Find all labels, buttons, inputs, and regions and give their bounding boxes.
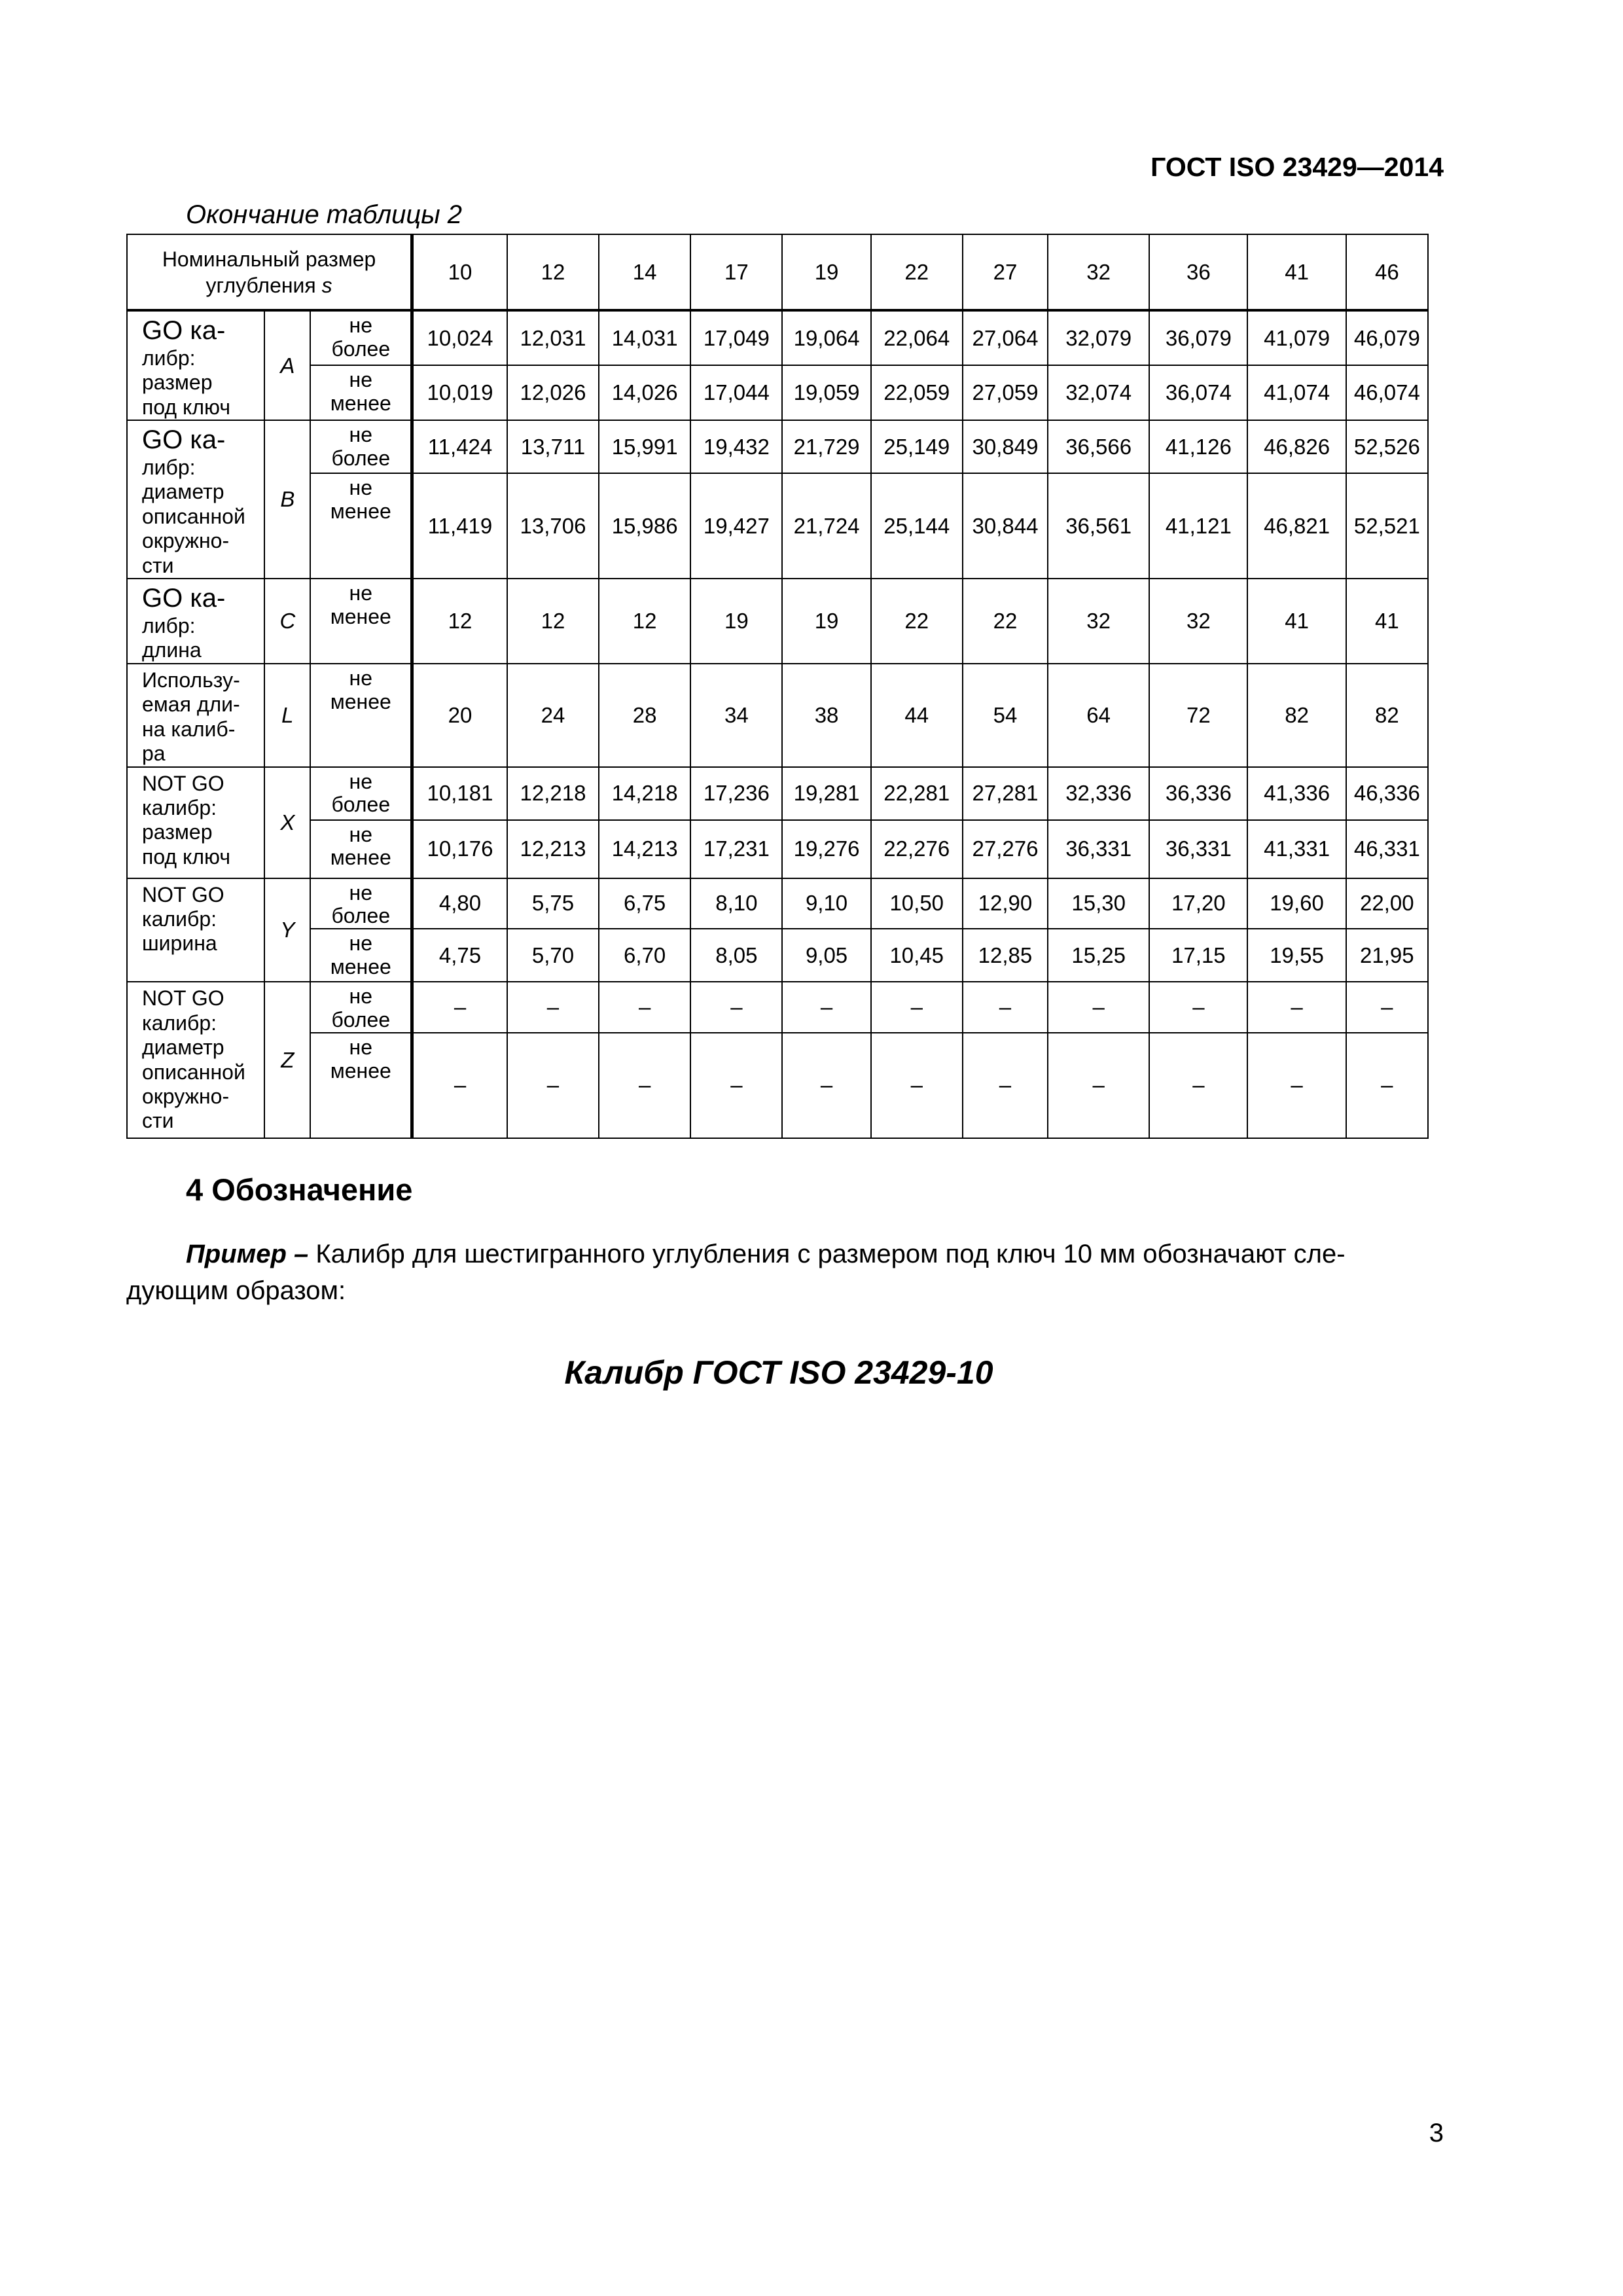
table-header-row — [127, 234, 1428, 310]
limit-cell: не более — [310, 982, 412, 1033]
column-header-cell: 22 — [871, 234, 963, 310]
value-cell: 24 — [507, 664, 599, 767]
table-row — [127, 767, 1428, 820]
value-cell: 41,336 — [1247, 767, 1346, 820]
value-cell: – — [1149, 1033, 1247, 1138]
value-cell: 36,331 — [1149, 820, 1247, 878]
row-label-line: под ключ — [142, 844, 230, 869]
row-label-line: GO ка- — [142, 584, 226, 613]
value-cell: – — [1247, 982, 1346, 1033]
value-cell: 19 — [690, 579, 782, 664]
value-cell: 46,074 — [1346, 365, 1428, 420]
value-cell: 27,276 — [963, 820, 1048, 878]
column-header-cell: 27 — [963, 234, 1048, 310]
value-cell: – — [871, 1033, 963, 1138]
value-cell: 32,079 — [1048, 310, 1149, 365]
row-label-line: размер — [142, 370, 213, 395]
value-cell: 12,90 — [963, 878, 1048, 929]
value-cell: 36,561 — [1048, 473, 1149, 579]
value-cell: 41,331 — [1247, 820, 1346, 878]
value-cell: 27,059 — [963, 365, 1048, 420]
value-cell: 22,00 — [1346, 878, 1428, 929]
table-row — [127, 473, 1428, 579]
value-cell: 46,826 — [1247, 420, 1346, 473]
symbol-cell: X — [264, 767, 310, 878]
value-cell: 44 — [871, 664, 963, 767]
value-cell: 36,331 — [1048, 820, 1149, 878]
example-paragraph — [126, 1236, 1429, 1309]
value-cell: 19,60 — [1247, 878, 1346, 929]
symbol-cell: Y — [264, 878, 310, 982]
value-cell: 19 — [782, 579, 870, 664]
row-label-cell — [127, 982, 264, 1138]
dimensions-table — [126, 234, 1429, 1139]
value-cell: 82 — [1346, 664, 1428, 767]
value-cell: – — [1247, 1033, 1346, 1138]
row-label-cell — [127, 310, 264, 420]
value-cell: 8,10 — [690, 878, 782, 929]
value-cell: 17,20 — [1149, 878, 1247, 929]
value-cell: 54 — [963, 664, 1048, 767]
value-cell: 12 — [599, 579, 690, 664]
value-cell: 19,059 — [782, 365, 870, 420]
column-header-cell: 12 — [507, 234, 599, 310]
value-cell: 19,55 — [1247, 929, 1346, 982]
row-label-line: на калиб- — [142, 717, 236, 741]
value-cell: 4,80 — [412, 878, 507, 929]
value-cell: 14,026 — [599, 365, 690, 420]
value-cell: – — [871, 982, 963, 1033]
header-label-line2: углубления — [205, 273, 316, 297]
value-cell: 15,25 — [1048, 929, 1149, 982]
row-label-line: ра — [142, 742, 166, 766]
value-cell: 10,019 — [412, 365, 507, 420]
value-cell: 21,95 — [1346, 929, 1428, 982]
value-cell: – — [782, 982, 870, 1033]
value-cell: 10,176 — [412, 820, 507, 878]
symbol-cell: B — [264, 420, 310, 579]
row-label-line: Использу- — [142, 668, 240, 692]
value-cell: – — [599, 1033, 690, 1138]
value-cell: 28 — [599, 664, 690, 767]
column-header-cell: 14 — [599, 234, 690, 310]
column-header-cell: 32 — [1048, 234, 1149, 310]
table-row — [127, 929, 1428, 982]
limit-cell: не более — [310, 767, 412, 820]
value-cell: 10,50 — [871, 878, 963, 929]
limit-cell: не менее — [310, 473, 412, 579]
value-cell: 12,213 — [507, 820, 599, 878]
value-cell: 12 — [507, 579, 599, 664]
value-cell: 46,336 — [1346, 767, 1428, 820]
value-cell: – — [507, 1033, 599, 1138]
value-cell: 6,70 — [599, 929, 690, 982]
value-cell: 32,074 — [1048, 365, 1149, 420]
row-label-line: описанной — [142, 504, 245, 528]
value-cell: 22,059 — [871, 365, 963, 420]
value-cell: 12,026 — [507, 365, 599, 420]
limit-cell: не более — [310, 878, 412, 929]
symbol-cell: A — [264, 310, 310, 420]
value-cell: 27,281 — [963, 767, 1048, 820]
header-label-line1: Номинальный размер — [162, 247, 376, 271]
value-cell: – — [412, 1033, 507, 1138]
value-cell: 46,821 — [1247, 473, 1346, 579]
header-label-cell — [127, 234, 412, 310]
value-cell: 15,30 — [1048, 878, 1149, 929]
value-cell: 22,281 — [871, 767, 963, 820]
value-cell: 17,049 — [690, 310, 782, 365]
limit-cell: не менее — [310, 365, 412, 420]
symbol-cell: Z — [264, 982, 310, 1138]
row-label-line: GO ка- — [142, 316, 226, 345]
value-cell: 25,144 — [871, 473, 963, 579]
value-cell: 17,044 — [690, 365, 782, 420]
value-cell: 34 — [690, 664, 782, 767]
value-cell: 10,45 — [871, 929, 963, 982]
row-label-line: диаметр — [142, 480, 224, 504]
value-cell: – — [1048, 982, 1149, 1033]
page-number: 3 — [1429, 2119, 1444, 2147]
value-cell: 11,419 — [412, 473, 507, 579]
row-label-line: NOT GO — [142, 986, 224, 1011]
value-cell: 22,064 — [871, 310, 963, 365]
row-label-line: окружно- — [142, 1084, 230, 1108]
column-header-cell: 10 — [412, 234, 507, 310]
example-lead: Пример – — [186, 1240, 309, 1268]
value-cell: 52,526 — [1346, 420, 1428, 473]
row-label-line: NOT GO — [142, 882, 224, 906]
value-cell: – — [782, 1033, 870, 1138]
row-label-line: окружно- — [142, 529, 230, 553]
limit-cell: не менее — [310, 1033, 412, 1138]
value-cell: – — [599, 982, 690, 1033]
value-cell: 19,281 — [782, 767, 870, 820]
value-cell: 21,724 — [782, 473, 870, 579]
value-cell: 32 — [1048, 579, 1149, 664]
value-cell: 13,711 — [507, 420, 599, 473]
row-label-line: сти — [142, 553, 174, 577]
value-cell: 36,074 — [1149, 365, 1247, 420]
value-cell: 36,079 — [1149, 310, 1247, 365]
row-label-line: GO ка- — [142, 425, 226, 455]
value-cell: 17,231 — [690, 820, 782, 878]
limit-cell: не более — [310, 310, 412, 365]
value-cell: 19,432 — [690, 420, 782, 473]
row-label-line: описанной — [142, 1060, 245, 1084]
table-row — [127, 982, 1428, 1033]
row-label-line: NOT GO — [142, 771, 224, 795]
section-heading: 4 Обозначение — [186, 1172, 413, 1207]
value-cell: 9,05 — [782, 929, 870, 982]
row-label-line: емая дли- — [142, 692, 240, 717]
value-cell: – — [1149, 982, 1247, 1033]
row-label-line: калибр: — [142, 1011, 217, 1035]
value-cell: 15,986 — [599, 473, 690, 579]
value-cell: 82 — [1247, 664, 1346, 767]
value-cell: 5,75 — [507, 878, 599, 929]
value-cell: 14,213 — [599, 820, 690, 878]
value-cell: – — [1346, 1033, 1428, 1138]
value-cell: 19,064 — [782, 310, 870, 365]
value-cell: – — [1048, 1033, 1149, 1138]
table-row — [127, 664, 1428, 767]
row-label-line: калибр: — [142, 906, 217, 931]
row-label-line: под ключ — [142, 395, 230, 419]
value-cell: 10,024 — [412, 310, 507, 365]
value-cell: 10,181 — [412, 767, 507, 820]
value-cell: 32 — [1149, 579, 1247, 664]
value-cell: 72 — [1149, 664, 1247, 767]
header-label-symbol: s — [321, 273, 332, 297]
value-cell: 32,336 — [1048, 767, 1149, 820]
row-label-cell — [127, 878, 264, 982]
value-cell: 14,031 — [599, 310, 690, 365]
value-cell: – — [1346, 982, 1428, 1033]
value-cell: 41 — [1346, 579, 1428, 664]
table-row — [127, 1033, 1428, 1138]
value-cell: 12,85 — [963, 929, 1048, 982]
value-cell: 13,706 — [507, 473, 599, 579]
value-cell: 22 — [963, 579, 1048, 664]
value-cell: 41,079 — [1247, 310, 1346, 365]
designation-example: Калибр ГОСТ ISO 23429-10 — [564, 1354, 993, 1391]
table-row — [127, 310, 1428, 365]
column-header-cell: 17 — [690, 234, 782, 310]
table-row — [127, 579, 1428, 664]
value-cell: 27,064 — [963, 310, 1048, 365]
column-header-cell: 46 — [1346, 234, 1428, 310]
limit-cell: не менее — [310, 664, 412, 767]
value-cell: 41,074 — [1247, 365, 1346, 420]
value-cell: 36,566 — [1048, 420, 1149, 473]
row-label-line: сти — [142, 1109, 174, 1133]
value-cell: 25,149 — [871, 420, 963, 473]
row-label-cell — [127, 420, 264, 579]
row-label-line: либр: — [142, 346, 196, 370]
value-cell: 41 — [1247, 579, 1346, 664]
value-cell: 11,424 — [412, 420, 507, 473]
document-code: ГОСТ ISO 23429—2014 — [1150, 152, 1444, 182]
value-cell: – — [963, 982, 1048, 1033]
value-cell: 41,126 — [1149, 420, 1247, 473]
value-cell: 21,729 — [782, 420, 870, 473]
table-row — [127, 878, 1428, 929]
limit-cell: не более — [310, 420, 412, 473]
table-caption: Окончание таблицы 2 — [186, 200, 463, 229]
value-cell: – — [690, 982, 782, 1033]
row-label-cell — [127, 664, 264, 767]
value-cell: 8,05 — [690, 929, 782, 982]
value-cell: 14,218 — [599, 767, 690, 820]
value-cell: 12 — [412, 579, 507, 664]
column-header-cell: 36 — [1149, 234, 1247, 310]
value-cell: 38 — [782, 664, 870, 767]
value-cell: – — [412, 982, 507, 1033]
value-cell: 12,031 — [507, 310, 599, 365]
value-cell: 41,121 — [1149, 473, 1247, 579]
value-cell: 36,336 — [1149, 767, 1247, 820]
value-cell: 22,276 — [871, 820, 963, 878]
row-label-cell — [127, 767, 264, 878]
value-cell: – — [963, 1033, 1048, 1138]
value-cell: 20 — [412, 664, 507, 767]
value-cell: – — [507, 982, 599, 1033]
limit-cell: не менее — [310, 929, 412, 982]
row-label-line: ширина — [142, 931, 217, 956]
limit-cell: не менее — [310, 579, 412, 664]
value-cell: 19,276 — [782, 820, 870, 878]
value-cell: 6,75 — [599, 878, 690, 929]
value-cell: 46,079 — [1346, 310, 1428, 365]
row-label-line: либр: — [142, 613, 196, 637]
symbol-cell: L — [264, 664, 310, 767]
table-row — [127, 420, 1428, 473]
example-text-line2: дующим образом: — [126, 1276, 346, 1305]
row-label-line: калибр: — [142, 795, 217, 819]
limit-cell: не менее — [310, 820, 412, 878]
value-cell: 46,331 — [1346, 820, 1428, 878]
row-label-line: либр: — [142, 455, 196, 479]
value-cell: 15,991 — [599, 420, 690, 473]
value-cell: 30,844 — [963, 473, 1048, 579]
column-header-cell: 41 — [1247, 234, 1346, 310]
row-label-line: размер — [142, 820, 213, 844]
value-cell: 9,10 — [782, 878, 870, 929]
symbol-cell: C — [264, 579, 310, 664]
value-cell: 12,218 — [507, 767, 599, 820]
value-cell: 17,15 — [1149, 929, 1247, 982]
table-row — [127, 365, 1428, 420]
value-cell: 4,75 — [412, 929, 507, 982]
row-label-cell — [127, 579, 264, 664]
value-cell: 17,236 — [690, 767, 782, 820]
value-cell: 19,427 — [690, 473, 782, 579]
row-label-line: диаметр — [142, 1035, 224, 1060]
value-cell: 5,70 — [507, 929, 599, 982]
value-cell: 64 — [1048, 664, 1149, 767]
value-cell: 30,849 — [963, 420, 1048, 473]
row-label-line: длина — [142, 638, 202, 662]
example-text: Калибр для шестигранного углубления с размером под ключ 10 мм обозначают сле- — [315, 1240, 1346, 1268]
value-cell: 52,521 — [1346, 473, 1428, 579]
value-cell: – — [690, 1033, 782, 1138]
column-header-cell: 19 — [782, 234, 870, 310]
value-cell: 22 — [871, 579, 963, 664]
table-row — [127, 820, 1428, 878]
